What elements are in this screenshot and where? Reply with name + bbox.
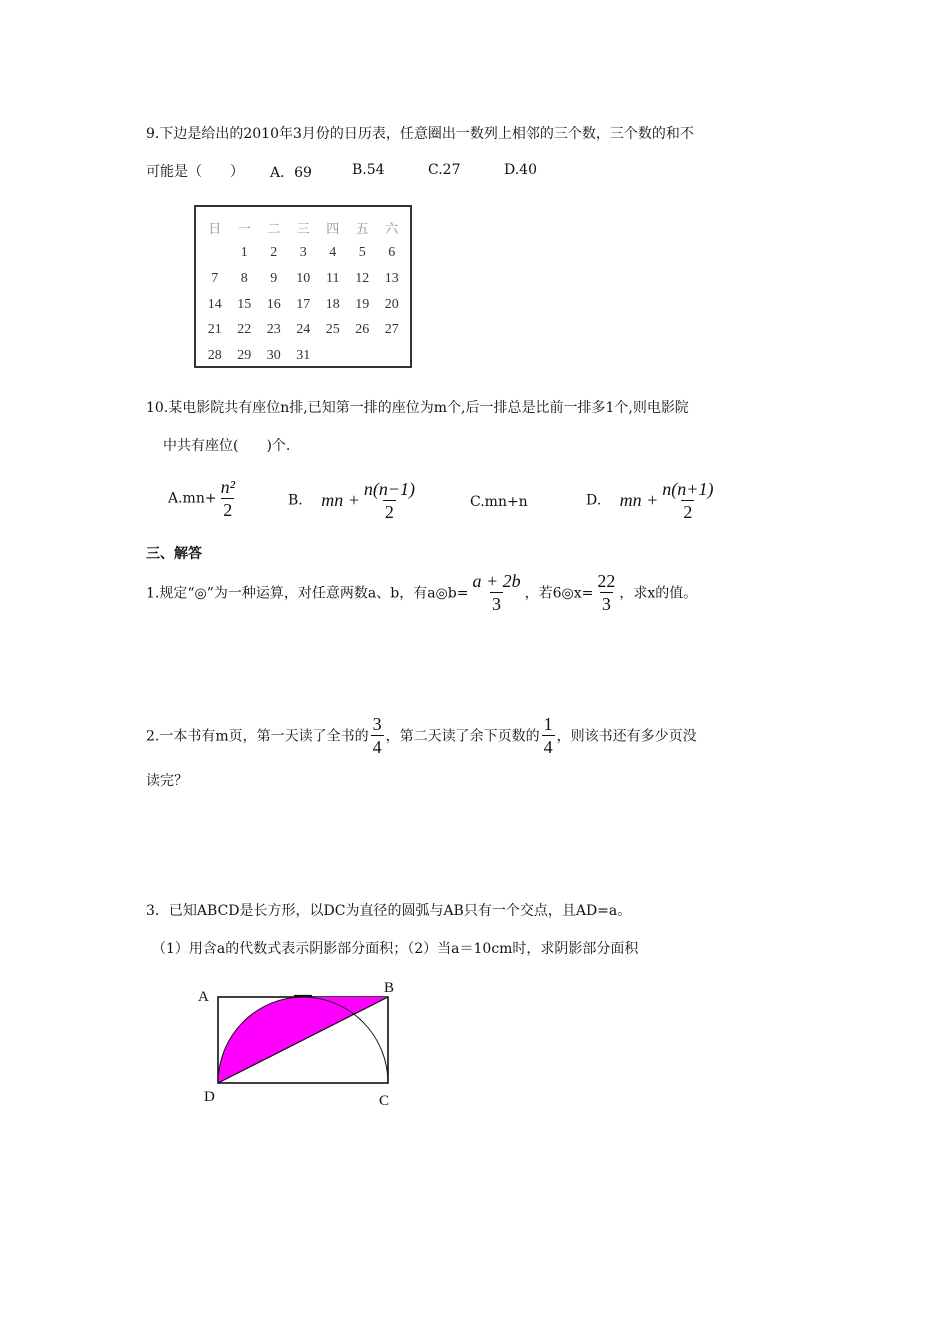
fraction-denominator: 3 — [601, 594, 611, 614]
s2-fraction-2 — [542, 713, 555, 758]
s2-mid: ，第二天读了余下页数的 — [385, 728, 540, 745]
section-title: 三、解答 — [146, 546, 202, 562]
calendar-day — [377, 343, 407, 369]
q10-line2: 中共有座位( )个. — [163, 438, 291, 454]
q10-option-b-label: B. — [288, 492, 303, 509]
label-c: C — [379, 1093, 390, 1109]
s1-line — [146, 570, 697, 615]
calendar-week-row — [200, 292, 407, 318]
calendar-day: 21 — [207, 322, 222, 338]
q9-line1: 9.下边是给出的2010年3月份的日历表，任意圈出一数列上相邻的三个数，三个数的和不 — [146, 126, 694, 142]
calendar-day: 2 — [270, 245, 278, 261]
calendar-day: 14 — [207, 296, 222, 312]
fraction-denominator: 4 — [372, 737, 382, 757]
calendar-day — [200, 241, 230, 267]
calendar-day: 24 — [296, 322, 311, 338]
calendar-day: 5 — [358, 245, 366, 261]
calendar-week-row — [200, 343, 407, 369]
calendar-day: 19 — [355, 296, 370, 312]
calendar-day: 20 — [384, 296, 399, 312]
calendar-day: 6 — [388, 245, 396, 261]
fraction-numerator: n² — [220, 477, 235, 497]
calendar-header-cell: 日 — [208, 222, 222, 238]
calendar-day: 25 — [325, 322, 340, 338]
fraction-numerator: 3 — [372, 714, 382, 734]
q9-option-d: D.40 — [504, 162, 537, 178]
calendar-day: 7 — [211, 270, 219, 286]
calendar-day: 28 — [207, 347, 222, 363]
calendar-day: 23 — [266, 322, 281, 338]
q9-option-c: C.27 — [428, 162, 461, 178]
fraction-denominator: 3 — [492, 594, 502, 614]
calendar-header-cell: 五 — [355, 222, 369, 238]
calendar-day: 1 — [240, 245, 248, 261]
calendar-day: 17 — [296, 296, 311, 312]
fraction-numerator: n(n+1) — [662, 479, 714, 499]
s2-fraction-1 — [371, 713, 384, 758]
label-b: B — [384, 980, 395, 996]
calendar-day: 31 — [296, 347, 311, 363]
calendar-day: 29 — [237, 347, 252, 363]
q10-option-d-expr: mn + — [619, 490, 659, 510]
calendar-day: 22 — [237, 322, 252, 338]
calendar-header-cell: 二 — [267, 222, 281, 238]
q10-line1: 10.某电影院共有座位n排,已知第一排的座位为m个,后一排总是比前一排多1个,则电影院 — [146, 400, 689, 416]
calendar-day: 16 — [266, 296, 281, 312]
s2-prefix: 2.一本书有m页，第一天读了全书的 — [146, 728, 369, 745]
calendar-header-row — [200, 215, 407, 241]
fraction-denominator: 2 — [223, 500, 233, 520]
q10-option-a-fraction — [219, 476, 237, 521]
calendar-day: 15 — [237, 296, 252, 312]
fraction-numerator: n(n−1) — [363, 479, 415, 499]
fraction-denominator: 4 — [543, 737, 553, 757]
q9-option-a: A．69 — [270, 165, 312, 181]
calendar-day: 26 — [355, 322, 370, 338]
s1-mid: ，若6◎x= — [524, 585, 594, 602]
q10-option-b-expr: mn + — [321, 490, 360, 510]
calendar-week-row — [200, 317, 407, 343]
s2-line2: 读完？ — [146, 773, 188, 789]
s3-line1: 3．已知ABCD是长方形，以DC为直径的圆弧与AB只有一个交点，且AD=a。 — [146, 903, 632, 919]
calendar-day: 27 — [384, 322, 399, 338]
calendar-header-cell: 三 — [296, 222, 310, 238]
fraction-denominator: 2 — [683, 502, 693, 522]
q9-option-b: B.54 — [352, 162, 385, 178]
s3-line2: （1）用含a的代数式表示阴影部分面积；（2）当a＝10cm时，求阴影部分面积 — [152, 941, 639, 957]
fraction-numerator: a + 2b — [472, 571, 521, 591]
calendar-day: 13 — [384, 270, 399, 286]
q9-line2-prefix: 可能是（ ） — [146, 164, 244, 180]
fraction-denominator: 2 — [384, 502, 394, 522]
rectangle-semicircle-figure — [190, 975, 410, 1115]
calendar-day: 8 — [240, 270, 248, 286]
label-a: A — [198, 989, 209, 1005]
calendar-day: 4 — [329, 245, 337, 261]
s1-suffix: ，求x的值。 — [619, 585, 698, 602]
calendar-day: 30 — [266, 347, 281, 363]
calendar-week-row — [200, 241, 407, 267]
q10-option-a-prefix: A.mn+ — [168, 490, 217, 507]
calendar-day: 11 — [326, 270, 340, 286]
calendar-header-cell: 一 — [237, 222, 251, 238]
s2-line1 — [146, 713, 697, 758]
calendar-day: 18 — [325, 296, 340, 312]
calendar-day: 12 — [355, 270, 370, 286]
fraction-numerator: 22 — [597, 571, 616, 591]
calendar-week-row — [200, 266, 407, 292]
q10-option-b-fraction — [362, 478, 417, 523]
calendar-table — [194, 205, 412, 368]
calendar-day: 10 — [296, 270, 311, 286]
calendar-day: 9 — [270, 270, 278, 286]
s2-suffix: ，则该书还有多少页没 — [556, 728, 697, 745]
q10-option-d-fraction — [660, 478, 715, 523]
calendar-day — [318, 343, 348, 369]
s1-fraction-2 — [595, 570, 617, 615]
q10-option-d-label: D. — [586, 492, 602, 509]
label-d: D — [204, 1089, 215, 1105]
calendar-header-cell: 四 — [326, 222, 340, 238]
fraction-numerator: 1 — [543, 714, 553, 734]
q10-option-c: C.mn+n — [470, 494, 528, 510]
calendar-day: 3 — [299, 245, 307, 261]
s1-fraction-1 — [470, 570, 522, 615]
calendar-day — [348, 343, 378, 369]
calendar-header-cell: 六 — [385, 222, 399, 238]
q10-option-a — [168, 476, 239, 521]
q10-option-d — [586, 478, 717, 523]
s1-prefix: 1.规定“◎”为一种运算，对任意两数a、b，有a◎b= — [146, 585, 469, 602]
q10-option-b — [288, 478, 419, 523]
